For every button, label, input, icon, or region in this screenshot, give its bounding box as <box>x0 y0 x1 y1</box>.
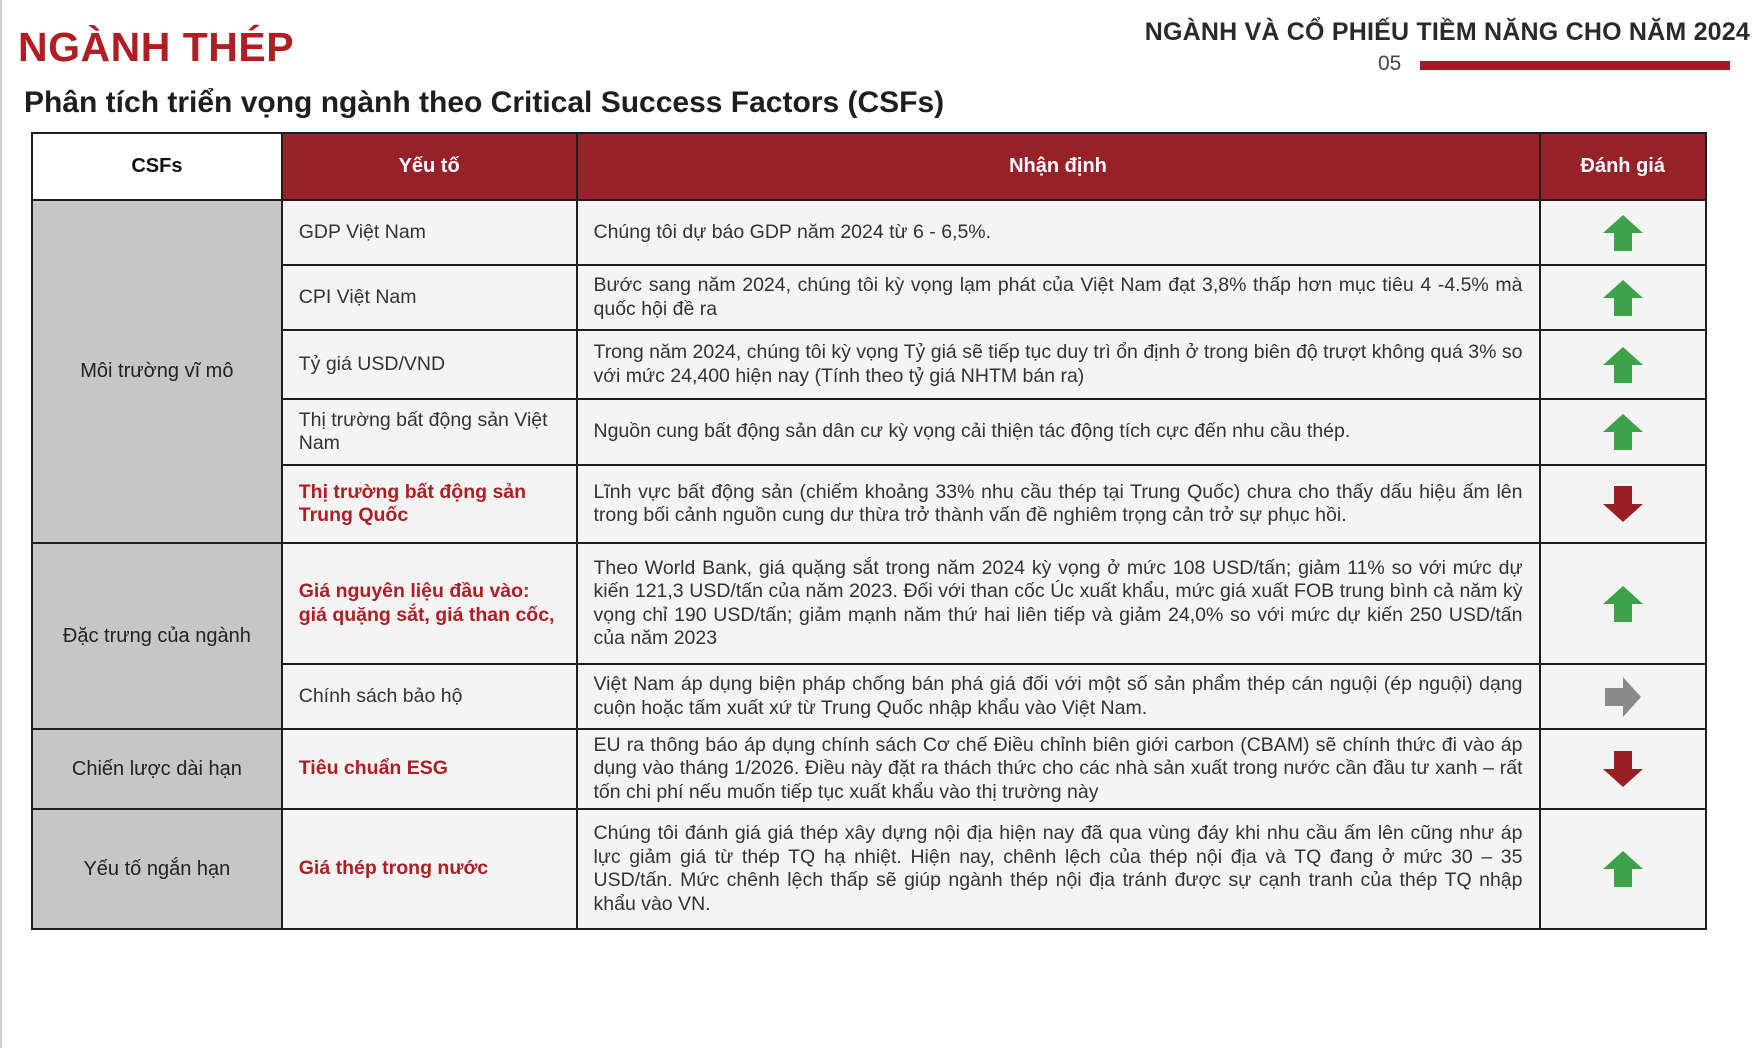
factor-cell: GDP Việt Nam <box>282 200 577 265</box>
assessment-cell: Bước sang năm 2024, chúng tôi kỳ vọng lạm phát của Việt Nam đạt 3,8% thấp hơn mục tiêu 4 -4.5% mà quốc hội đề ra <box>577 265 1540 330</box>
factor-cell: Thị trường bất động sản Trung Quốc <box>282 465 577 543</box>
column-header-factor: Yếu tố <box>282 133 577 200</box>
category-cell: Chiến lược dài hạn <box>32 729 282 809</box>
rating-cell <box>1540 265 1707 330</box>
table-row <box>32 265 1706 330</box>
table-row <box>32 543 1706 664</box>
report-title: NGÀNH VÀ CỔ PHIẾU TIỀM NĂNG CHO NĂM 2024 <box>1144 18 1750 46</box>
green-up-arrow-icon <box>1603 347 1643 383</box>
arrow-shape <box>1603 851 1643 887</box>
rating-cell <box>1540 729 1707 809</box>
table-row <box>32 330 1706 399</box>
rating-cell <box>1540 200 1707 265</box>
rating-cell <box>1540 543 1707 664</box>
assessment-cell: Chúng tôi đánh giá giá thép xây dựng nội địa hiện nay đã qua vùng đáy khi nhu cầu ấm lên cũng như áp lực giảm giá từ thép TQ hạ nhiệt. Hiện nay, chênh lệch của thép nội địa và TQ đang ở mức 30 – 35 USD/tấn. Mức chênh lệch thấp sẽ giúp ngành thép nội địa tránh được sự cạnh tranh của thép TQ nhập khẩu vào VN. <box>577 809 1540 929</box>
green-up-arrow-icon <box>1603 414 1643 450</box>
sector-title: NGÀNH THÉP <box>18 24 295 70</box>
column-header-rating: Đánh giá <box>1540 133 1707 200</box>
arrow-shape <box>1605 677 1641 717</box>
rating-cell <box>1540 809 1707 929</box>
factor-cell: CPI Việt Nam <box>282 265 577 330</box>
table-header-row <box>32 133 1706 200</box>
arrow-shape <box>1603 486 1643 522</box>
arrow-shape <box>1603 414 1643 450</box>
rating-cell <box>1540 465 1707 543</box>
assessment-cell: Theo World Bank, giá quặng sắt trong năm 2024 kỳ vọng ở mức 108 USD/tấn; giảm 11% so với mức dự kiến 121,3 USD/tấn của năm 2023. Đối với than cốc Úc xuất khẩu, mức giá xuất FOB trung bình cả năm kỳ vọng chỉ 190 USD/tấn; giảm mạnh năm thứ hai liên tiếp và giảm 24,0% so với mức dự kiến 250 USD/tấn của năm 2023 <box>577 543 1540 664</box>
green-up-arrow-icon <box>1603 215 1643 251</box>
table-row <box>32 399 1706 465</box>
table-row <box>32 809 1706 929</box>
assessment-cell: Chúng tôi dự báo GDP năm 2024 từ 6 - 6,5%. <box>577 200 1540 265</box>
column-header-assessment: Nhận định <box>577 133 1540 200</box>
red-down-arrow-icon <box>1603 486 1643 522</box>
arrow-shape <box>1603 586 1643 622</box>
factor-cell: Tiêu chuẩn ESG <box>282 729 577 809</box>
factor-cell: Chính sách bảo hộ <box>282 664 577 729</box>
arrow-shape <box>1603 215 1643 251</box>
column-header-csfs: CSFs <box>32 133 282 200</box>
csf-table <box>31 132 1707 930</box>
table-row <box>32 664 1706 729</box>
factor-cell: Thị trường bất động sản Việt Nam <box>282 399 577 465</box>
category-cell: Môi trường vĩ mô <box>32 200 282 543</box>
green-up-arrow-icon <box>1603 280 1643 316</box>
page-number: 05 <box>1378 52 1402 75</box>
factor-cell: Giá nguyên liệu đầu vào: giá quặng sắt, giá than cốc, <box>282 543 577 664</box>
table-row <box>32 729 1706 809</box>
rating-cell <box>1540 399 1707 465</box>
grey-right-arrow-icon <box>1605 677 1641 717</box>
page-subtitle: Phân tích triển vọng ngành theo Critical Success Factors (CSFs) <box>24 86 945 119</box>
assessment-cell: EU ra thông báo áp dụng chính sách Cơ chế Điều chỉnh biên giới carbon (CBAM) sẽ chính thức đi vào áp dụng vào tháng 1/2026. Điều này đặt ra thách thức cho các nhà sản xuất trong nước cần đầu tư xanh – rất tốn chi phí nếu muốn tiếp tục xuất khẩu vào thị trường này <box>577 729 1540 809</box>
table-row <box>32 465 1706 543</box>
rating-cell <box>1540 330 1707 399</box>
arrow-shape <box>1603 751 1643 787</box>
category-cell: Đặc trưng của ngành <box>32 543 282 729</box>
green-up-arrow-icon <box>1603 851 1643 887</box>
assessment-cell: Nguồn cung bất động sản dân cư kỳ vọng cải thiện tác động tích cực đến nhu cầu thép. <box>577 399 1540 465</box>
category-cell: Yếu tố ngắn hạn <box>32 809 282 929</box>
arrow-shape <box>1603 347 1643 383</box>
assessment-cell: Trong năm 2024, chúng tôi kỳ vọng Tỷ giá sẽ tiếp tục duy trì ổn định ở trong biên độ trượt không quá 3% so với mức 24,400 hiện nay (Tính theo tỷ giá NHTM bán ra) <box>577 330 1540 399</box>
header-accent-bar <box>1420 61 1730 70</box>
factor-cell: Tỷ giá USD/VND <box>282 330 577 399</box>
assessment-cell: Việt Nam áp dụng biện pháp chống bán phá giá đối với một số sản phẩm thép cán nguội (ép nguội) dạng cuộn hoặc tấm xuất xứ từ Trung Quốc nhập khẩu vào Việt Nam. <box>577 664 1540 729</box>
arrow-shape <box>1603 280 1643 316</box>
red-down-arrow-icon <box>1603 751 1643 787</box>
table-row <box>32 200 1706 265</box>
left-edge-line <box>0 0 2 1048</box>
rating-cell <box>1540 664 1707 729</box>
assessment-cell: Lĩnh vực bất động sản (chiếm khoảng 33% nhu cầu thép tại Trung Quốc) chưa cho thấy dấu hiệu ấm lên trong bối cảnh nguồn cung dư thừa trở thành vấn đề nghiêm trọng cản trở sự phục hồi. <box>577 465 1540 543</box>
green-up-arrow-icon <box>1603 586 1643 622</box>
factor-cell: Giá thép trong nước <box>282 809 577 929</box>
